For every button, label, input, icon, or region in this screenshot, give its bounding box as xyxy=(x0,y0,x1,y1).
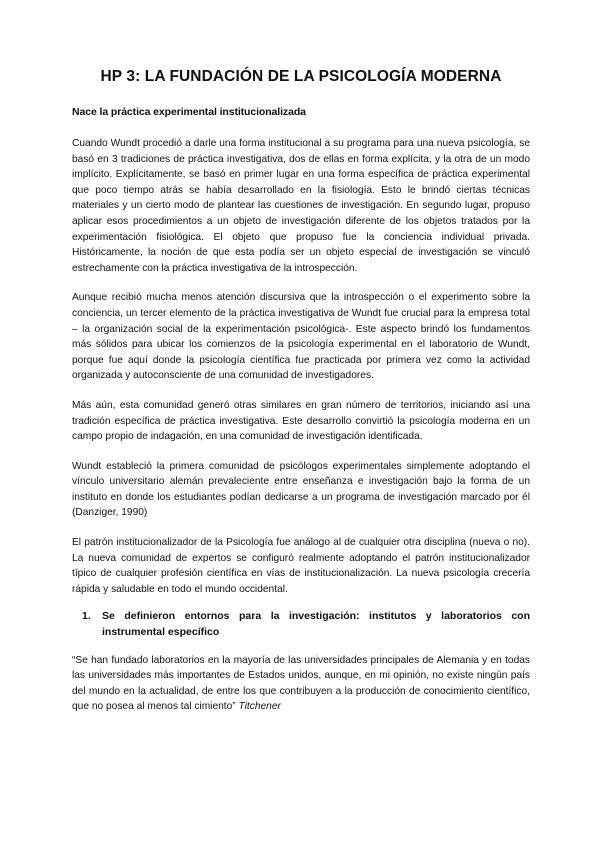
list-item xyxy=(72,609,530,640)
paragraph-5: El patrón institucionalizador de la Psicología fue análogo al de cualquier otra disciplina (nueva o no). La nueva comunidad de expertos se configuró realmente adoptando el patrón institucionalizador típico de cualquier profesión científica en vías de institucionalización. La nueva psicología crecería rápida y saludable en todo el mundo occidental. xyxy=(72,537,530,595)
paragraph-2: Aunque recibió mucha menos atención discursiva que la introspección o el experimento sobre la conciencia, un tercer elemento de la práctica investigativa de Wundt fue crucial para la empresa total – la organización social de la experimentación psicológica-. Este aspecto brindó los fundamentos más sólidos para ubicar los comienzos de la psicología experimental en el laboratorio de Wundt, porque fue aquí donde la psicología científica fue practicada por primera vez como la actividad organizada y autoconsciente de una comunidad de investigadores. xyxy=(72,292,530,382)
list-item-text: Se definieron entornos para la investigación: institutos y laboratorios con instrumental específico xyxy=(102,610,530,639)
paragraph-4: Wundt estableció la primera comunidad de psicólogos experimentales simplemente adoptando el vínculo universitario alemán prevaleciente entre enseñanza e investigación bajo la forma de un instituto en donde los estudiantes podían dedicarse a un programa de investigación marcado por él (Danziger, 1990) xyxy=(72,460,530,519)
list-item-number: 1. xyxy=(82,610,91,623)
section-heading: Nace la práctica experimental institucionalizada xyxy=(72,106,306,118)
quote-paragraph xyxy=(72,653,530,715)
quote-text: “Se han fundado laboratorios en la mayoría de las universidades principales de Alemania y en todas las universidades más importantes de Estados unidos, aunque, en mi opinión, no existe ningún país del mundo en la actualidad, de entre los que contribuyen a la producción de conocimiento científico, que no posea al menos tal cimiento” xyxy=(72,654,530,713)
quote-author: Titchener xyxy=(238,701,281,713)
paragraph-1: Cuando Wundt procedió a darle una forma institucional a su programa para una nueva psicología, se basó en 3 tradiciones de práctica investigativa, dos de ellas en forma explícita, y la otra de un modo implícito. Explícitamente, se basó en primer lugar en una forma específica de práctica experimental que poco tiempo atrás se había desarrollado en la fisiología. Esto le brindó ciertas técnicas materiales y un cierto modo de plantear las cuestiones de investigación. En segundo lugar, propuso aplicar esos procedimientos a un objeto de investigación diferente de los objetos tratados por la experimentación fisiológica. El objeto que propuso fue la conciencia individual privada. Históricamente, la noción de que esta podía ser un objeto especial de investigación se vinculó estrechamente con la práctica investigativa de la introspección. xyxy=(72,138,530,274)
numbered-list xyxy=(72,609,530,640)
document-page xyxy=(72,68,530,729)
page-title: HP 3: LA FUNDACIÓN DE LA PSICOLOGÍA MODERNA xyxy=(100,68,502,85)
paragraph-3: Más aún, esta comunidad generó otras similares en gran número de territorios, iniciando así una tradición específica de práctica investigativa. Este desarrollo convirtió la psicología moderna en un campo propio de indagación, en una comunidad de investigación identificada. xyxy=(72,399,530,443)
